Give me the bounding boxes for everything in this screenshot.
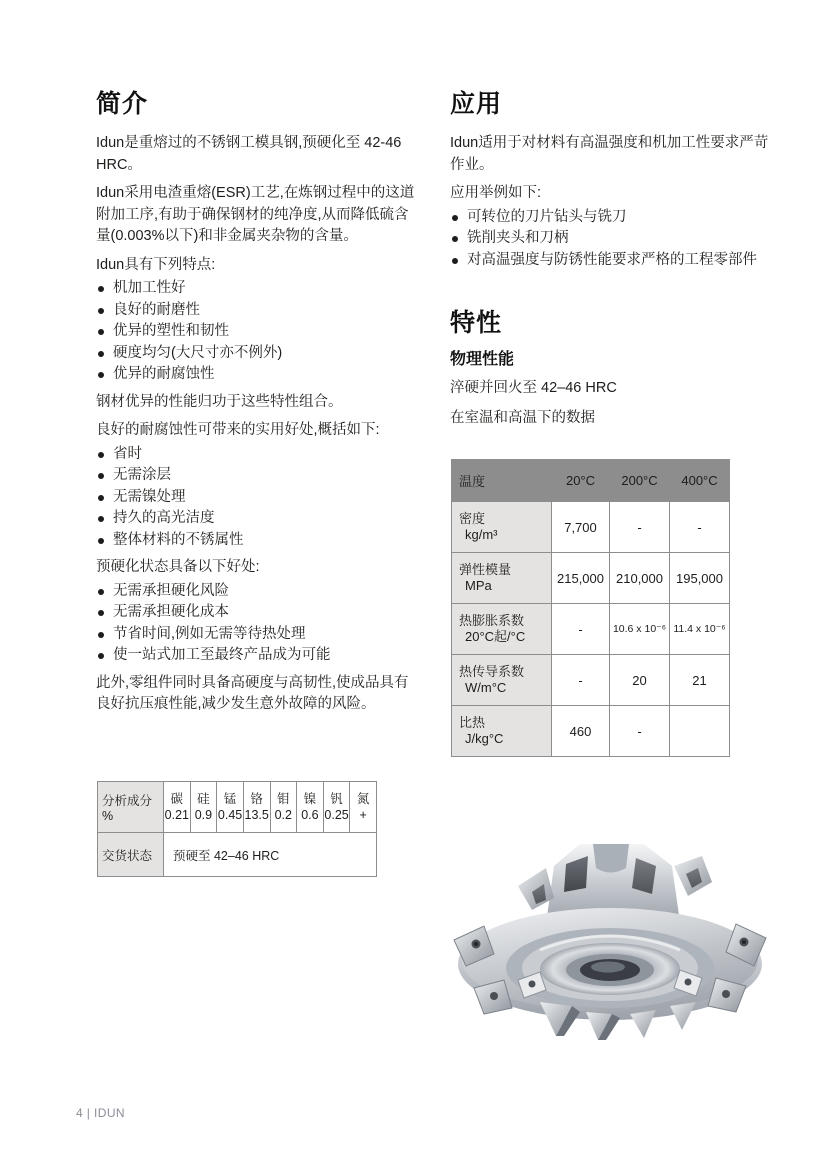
list-item: [450, 250, 772, 272]
row-unit: J/kg°C: [465, 731, 504, 746]
list-item: [96, 444, 418, 466]
row-label: 热膨胀系数 20°C起/°C: [452, 604, 552, 655]
list-item-text: 无需承担硬化风险: [113, 582, 229, 599]
delivery-row: [98, 833, 377, 877]
benefits-list: [96, 444, 418, 552]
table-row: [452, 706, 730, 757]
row-label: 分析成分 %: [98, 782, 164, 833]
list-item: [96, 343, 418, 365]
list-item: [96, 321, 418, 343]
table-cell: [670, 706, 730, 757]
table-cell: 210,000: [610, 553, 670, 604]
list-item-text: 铣削夹头和刀柄: [467, 230, 569, 246]
table-cell: -: [552, 604, 610, 655]
list-item-text: 优异的塑性和韧性: [113, 323, 229, 339]
list-item: [96, 645, 418, 667]
properties-title: 特性: [450, 309, 503, 337]
table-cell: -: [552, 655, 610, 706]
properties-note-2: 在室温和高温下的数据: [450, 409, 595, 426]
list-item: [96, 602, 418, 624]
table-cell: 20: [610, 655, 670, 706]
physical-properties-table: [451, 459, 730, 757]
element-cell: 镍 0.6: [297, 782, 324, 833]
bullet-icon: [98, 473, 104, 479]
bullet-icon: [98, 452, 104, 458]
list-item: [96, 364, 418, 386]
element-cell: 锰 0.45: [217, 782, 244, 833]
element-cell: 碳 0.21: [164, 782, 191, 833]
list-item-text: 良好的耐磨性: [113, 301, 200, 318]
row-unit: kg/m³: [465, 527, 498, 542]
table-row: [452, 553, 730, 604]
list-item: [96, 530, 418, 552]
row-label: 弹性模量 MPa: [452, 553, 552, 604]
list-item-text: 无需承担硬化成本: [113, 604, 229, 620]
physical-properties-subtitle: 物理性能: [450, 351, 515, 368]
element-cell: 氮 +: [350, 782, 377, 833]
bullet-icon: [452, 258, 458, 264]
list-item-text: 硬度均匀(大尺寸亦不例外): [113, 344, 283, 361]
column-header: 400°C: [670, 460, 730, 502]
bullet-icon: [452, 236, 458, 242]
list-item-text: 省时: [113, 445, 142, 462]
properties-note-1: 淬硬并回火至 42–46 HRC: [450, 380, 617, 396]
intro-paragraph-3: 钢材优异的性能归功于这些特性组合。: [96, 393, 343, 410]
intro-paragraph-1: Idun是重熔过的不锈钢工模具钢,预硬化至 42-46 HRC。: [96, 135, 402, 173]
list-item: [96, 508, 418, 530]
table-cell: -: [610, 706, 670, 757]
bullet-icon: [98, 308, 104, 314]
table-cell: 21: [670, 655, 730, 706]
benefits-intro: 良好的耐腐蚀性可带来的实用好处,概括如下:: [96, 422, 380, 438]
table-header-row: [452, 460, 730, 502]
element-cell: 铬 13.5: [243, 782, 270, 833]
column-header: 200°C: [610, 460, 670, 502]
bullet-icon: [98, 351, 104, 357]
table-cell: 11.4 x 10⁻⁶: [670, 604, 730, 655]
milling-cutter-image: [448, 822, 772, 1044]
list-item-text: 无需涂层: [113, 467, 171, 483]
table-cell: 195,000: [670, 553, 730, 604]
bullet-icon: [98, 372, 104, 378]
table-row: [452, 655, 730, 706]
table-row: [452, 604, 730, 655]
table-cell: 460: [552, 706, 610, 757]
table-cell: 7,700: [552, 502, 610, 553]
list-item: [96, 465, 418, 487]
table-cell: -: [610, 502, 670, 553]
bullet-icon: [98, 329, 104, 335]
intro-title: 简介: [96, 90, 149, 118]
column-header: 温度: [452, 460, 552, 502]
bullet-icon: [98, 610, 104, 616]
milling-cutter-illustration: [448, 822, 772, 1044]
element-cell: 钼 0.2: [270, 782, 297, 833]
applications-title: 应用: [450, 90, 503, 118]
list-item-text: 节省时间,例如无需等待热处理: [113, 625, 306, 642]
page-footer: 4 | IDUN: [76, 1106, 125, 1120]
list-item-text: 整体材料的不锈属性: [113, 531, 244, 548]
examples-intro: 应用举例如下:: [450, 185, 542, 201]
table-cell: 10.6 x 10⁻⁶: [610, 604, 670, 655]
bullet-icon: [98, 632, 104, 638]
list-item: [96, 624, 418, 646]
list-item-text: 使一站式加工至最终产品成为可能: [113, 647, 331, 663]
list-item: [450, 207, 772, 229]
table-cell: -: [670, 502, 730, 553]
list-item: [96, 487, 418, 509]
delivery-condition: 预硬至 42–46 HRC: [164, 833, 377, 877]
features-intro: Idun具有下列特点:: [96, 256, 216, 273]
bullet-icon: [452, 215, 458, 221]
composition-table: [97, 781, 377, 877]
table-row: [452, 502, 730, 553]
list-item-text: 无需镍处理: [113, 488, 186, 505]
bullet-icon: [98, 653, 104, 659]
applications-paragraph: Idun适用于对材料有高温强度和机加工性要求严苛作业。: [450, 135, 769, 173]
bullet-icon: [98, 538, 104, 544]
list-item-text: 对高温强度与防锈性能要求严格的工程零部件: [467, 251, 757, 268]
row-label: 比热 J/kg°C: [452, 706, 552, 757]
column-header: 20°C: [552, 460, 610, 502]
bullet-icon: [98, 286, 104, 292]
bullet-icon: [98, 589, 104, 595]
element-cell: 钒 0.25: [323, 782, 350, 833]
table-cell: 215,000: [552, 553, 610, 604]
intro-section: [96, 88, 418, 723]
list-item: [96, 300, 418, 322]
intro-paragraph-2: Idun采用电渣重熔(ESR)工艺,在炼钢过程中的这道附加工序,有助于确保钢材的纯净度,从而降低硫含量(0.003%以下)和非金属夹杂物的含量。: [96, 185, 415, 244]
element-cell: 硅 0.9: [190, 782, 217, 833]
list-item-text: 可转位的刀片钻头与铣刀: [467, 208, 627, 225]
list-item-text: 优异的耐腐蚀性: [113, 366, 215, 382]
intro-paragraph-4: 此外,零组件同时具备高硬度与高韧性,使成品具有良好抗压痕性能,减少发生意外故障的风险。: [96, 674, 409, 712]
list-item: [96, 581, 418, 603]
row-label: 热传导系数 W/m°C: [452, 655, 552, 706]
row-label: 密度 kg/m³: [452, 502, 552, 553]
features-list: [96, 278, 418, 386]
list-item-text: 持久的高光洁度: [113, 510, 215, 526]
examples-list: [450, 207, 772, 272]
composition-row: [98, 782, 377, 833]
prehardened-intro: 预硬化状态具备以下好处:: [96, 559, 260, 575]
list-item-text: 机加工性好: [113, 280, 186, 296]
bullet-icon: [98, 495, 104, 501]
row-unit: 20°C起/°C: [465, 629, 526, 644]
row-unit: W/m°C: [465, 680, 507, 695]
prehardened-list: [96, 581, 418, 667]
list-item: [96, 278, 418, 300]
applications-section: [450, 88, 772, 437]
bullet-icon: [98, 516, 104, 522]
row-unit: MPa: [465, 578, 492, 593]
list-item: [450, 228, 772, 250]
row-label: 交货状态: [98, 833, 164, 877]
